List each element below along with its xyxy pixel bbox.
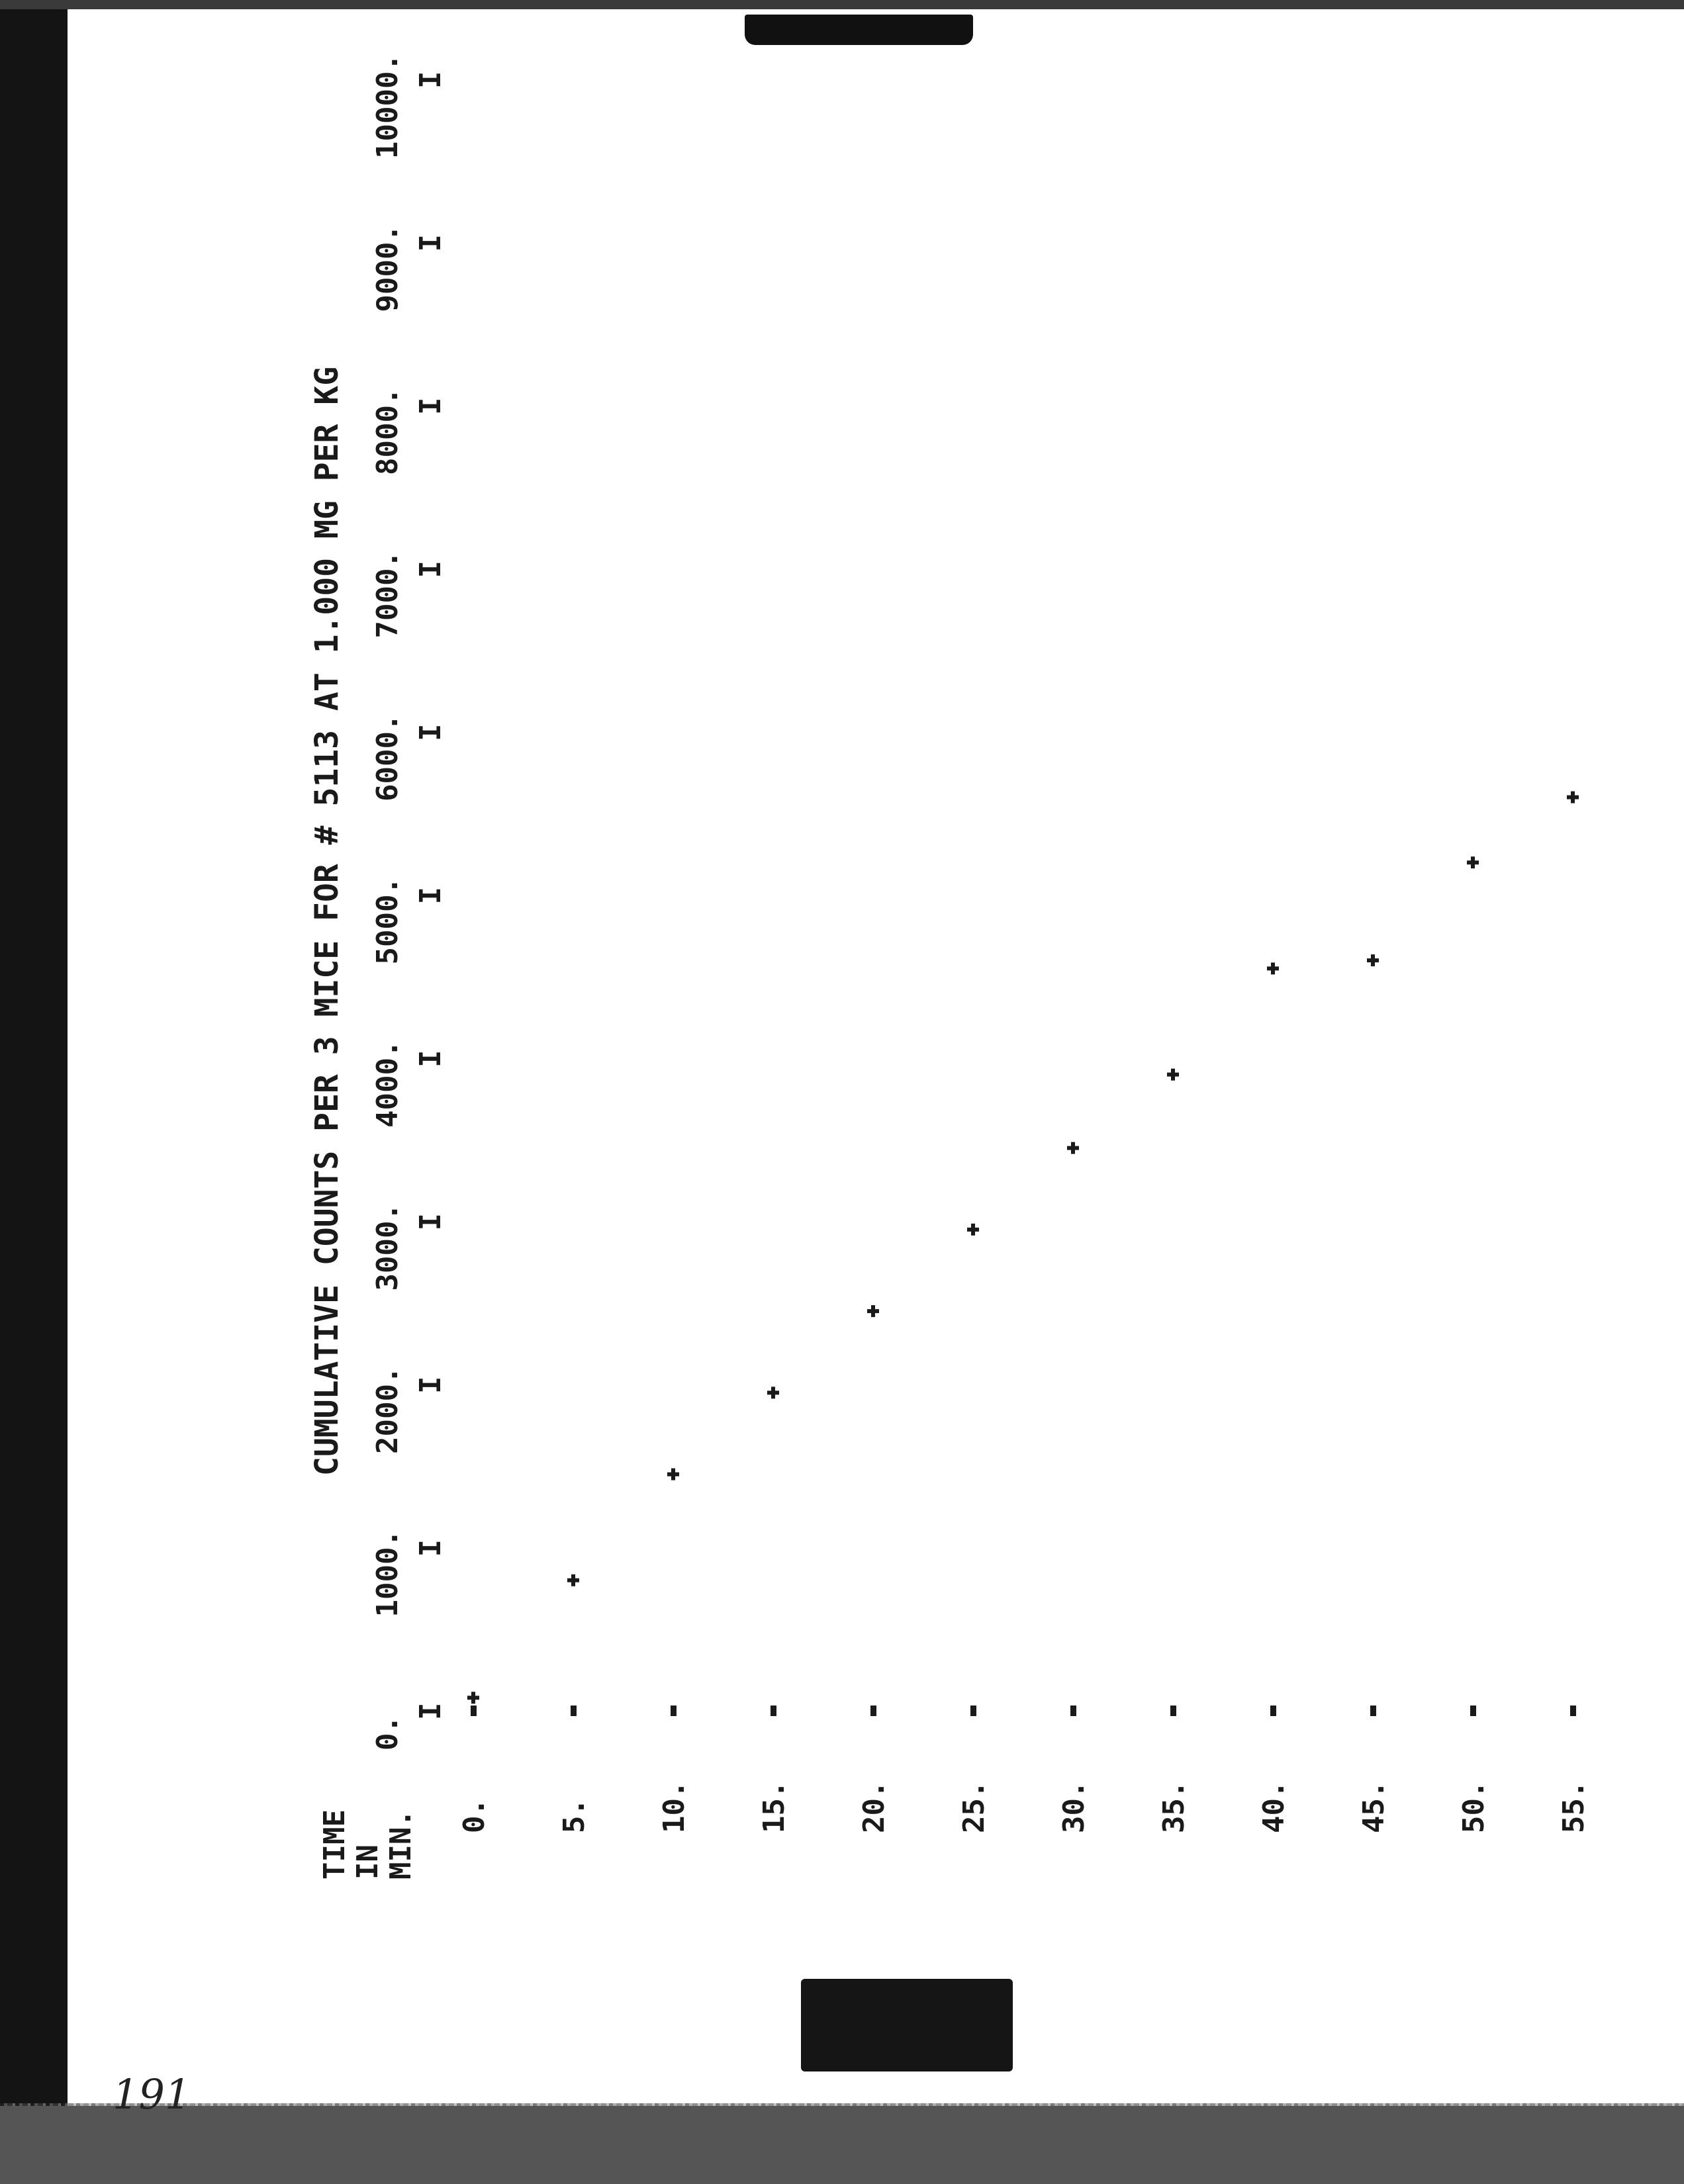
data-point — [1267, 962, 1279, 974]
x-tick-mark — [1170, 1706, 1176, 1716]
y-tick-label: 2000. — [371, 1366, 404, 1454]
x-tick-label: 45. — [1357, 1780, 1391, 1833]
y-tick-mark: I — [414, 561, 447, 578]
x-tick-mark — [1070, 1706, 1076, 1716]
x-tick-mark — [870, 1706, 876, 1716]
x-axis-label-word: MIN. — [384, 1809, 418, 1880]
data-point — [1567, 792, 1579, 803]
x-axis-label-word: IN — [351, 1844, 385, 1880]
y-tick-mark: I — [414, 1702, 447, 1720]
y-tick-label: 10000. — [371, 54, 404, 159]
data-point — [1067, 1142, 1079, 1154]
x-tick-label: 20. — [857, 1780, 891, 1833]
x-tick-label: 5. — [557, 1798, 591, 1833]
x-tick-label: 15. — [757, 1780, 791, 1833]
x-tick-mark — [771, 1706, 776, 1716]
x-tick-mark — [970, 1706, 976, 1716]
x-tick-mark — [471, 1706, 477, 1716]
data-point — [967, 1224, 979, 1236]
data-point — [867, 1305, 879, 1317]
x-tick-label: 50. — [1457, 1780, 1491, 1833]
y-tick-mark: I — [414, 71, 447, 89]
x-tick-label: 40. — [1257, 1780, 1291, 1833]
data-point — [667, 1469, 679, 1480]
x-tick-label: 30. — [1057, 1780, 1091, 1833]
y-tick-mark: I — [414, 1050, 447, 1068]
y-tick-mark: I — [414, 1376, 447, 1394]
y-tick-label: 9000. — [371, 224, 404, 312]
x-axis-label-word: TIME — [318, 1809, 351, 1880]
chart-title: CUMULATIVE COUNTS PER 3 MICE FOR # 5113 AT 1.000 MG PER KG — [308, 366, 346, 1476]
data-points — [467, 792, 1579, 1704]
data-point — [567, 1574, 579, 1586]
data-point — [467, 1692, 479, 1704]
x-tick-mark — [1470, 1706, 1476, 1716]
y-tick-mark: I — [414, 1213, 447, 1231]
y-tick-mark: I — [414, 1539, 447, 1557]
y-tick-label: 0. — [371, 1715, 404, 1751]
y-tick-mark: I — [414, 234, 447, 252]
data-point — [1167, 1069, 1179, 1081]
y-tick-mark: I — [414, 723, 447, 741]
x-tick-mark — [1370, 1706, 1376, 1716]
page-number: 191 — [113, 2070, 191, 2118]
x-tick-label: 10. — [657, 1780, 691, 1833]
x-tick-label: 25. — [957, 1780, 991, 1833]
x-tick-mark — [671, 1706, 677, 1716]
x-tick-mark — [1270, 1706, 1276, 1716]
y-tick-label: 5000. — [371, 877, 404, 965]
data-point — [767, 1387, 779, 1398]
y-axis-ticks — [371, 54, 447, 1751]
x-tick-label: 55. — [1557, 1780, 1591, 1833]
y-tick-label: 6000. — [371, 713, 404, 801]
data-point — [1467, 856, 1479, 868]
data-point — [1367, 954, 1379, 966]
x-tick-label: 35. — [1157, 1780, 1191, 1833]
x-axis-label — [318, 1809, 418, 1880]
y-tick-label: 7000. — [371, 551, 404, 639]
x-axis-ticks — [457, 1706, 1591, 1833]
y-tick-label: 1000. — [371, 1529, 404, 1617]
x-tick-mark — [571, 1706, 577, 1716]
y-tick-label: 4000. — [371, 1040, 404, 1128]
y-tick-mark: I — [414, 397, 447, 415]
y-tick-label: 3000. — [371, 1203, 404, 1291]
y-tick-mark: I — [414, 887, 447, 905]
y-tick-label: 8000. — [371, 387, 404, 475]
x-tick-mark — [1570, 1706, 1576, 1716]
x-tick-label: 0. — [457, 1798, 491, 1833]
